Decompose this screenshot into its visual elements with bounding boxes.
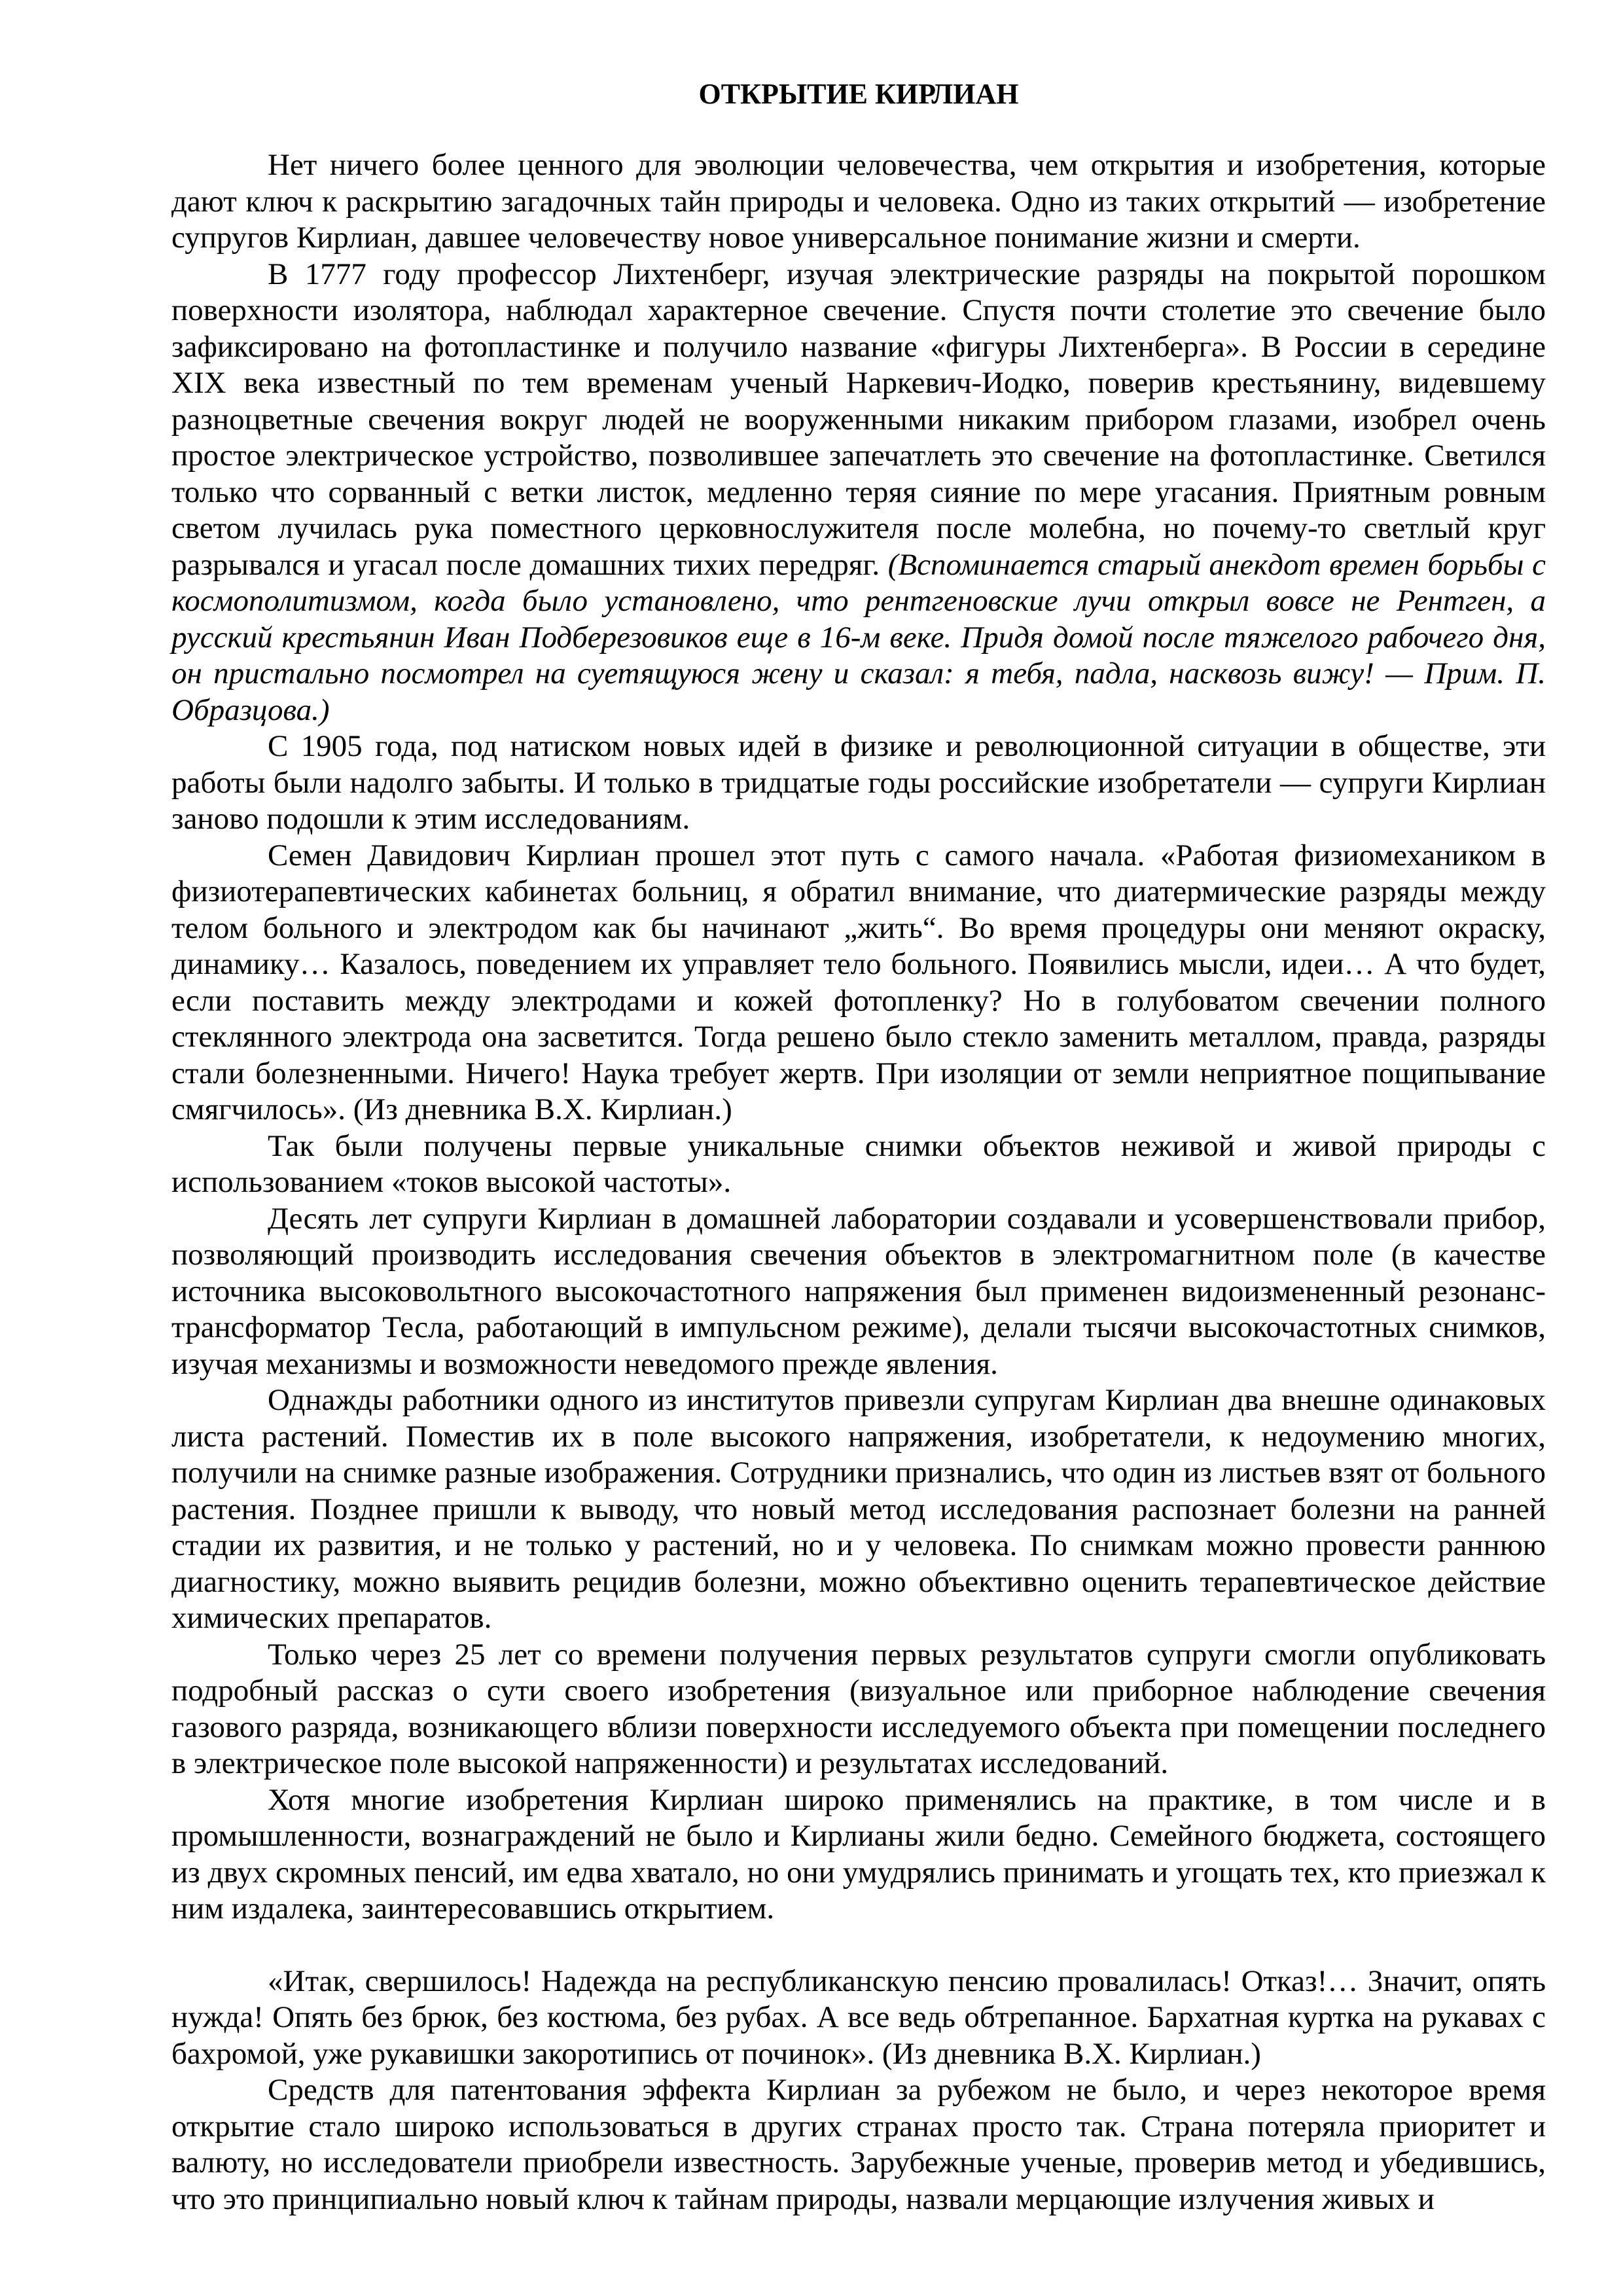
paragraph-text: Средств для патентования эффекта Кирлиан за рубежом не было, и через некоторое время открытие стало широко использоваться в других странах просто так. Страна потеряла приоритет и валюту, но исследователи приобрели известность. Зарубежные ученые, проверив метод и убедившись, что это принципиально новый ключ к тайнам природы, назвали мерцающие излучения живых и — [171, 2073, 1546, 2216]
paragraph-text: В 1777 году профессор Лихтенберг, изучая электрические разряды на покрытой порошком поверхности изолятора, наблюдал характерное свечение. Спустя почти столетие это свечение было зафиксировано на фотопластинке и получило название «фигуры Лихтенберга». В России в середине XIX века известный по тем временам ученый Наркевич-Иодко, поверив крестьянину, видевшему разноцветные свечения вокруг людей не вооруженными никаким прибором глазами, изобрел очень простое электрическое устройство, позволившее запечатлеть это свечение на фотопластинке. Светился только что сорванный с ветки листок, медленно теряя сияние по мере угасания. Приятным ровным светом лучилась рука поместного церковнослужителя после молебна, но почему-то светлый круг разрывался и угасал после домашних тихих передряг. — [171, 257, 1546, 582]
paragraph-text: Так были получены первые уникальные снимки объектов неживой и живой природы с использованием «токов высокой частоты». — [171, 1128, 1546, 1199]
paragraph-text: Только через 25 лет со времени получения первых результатов супруги смогли опубликовать подробный рассказ о сути своего изобретения (визуальное или приборное наблюдение свечения газового разряда, возникающего вблизи поверхности исследуемого объекта при помещении последнего в электрическое поле высокой напряженности) и результатах исследований. — [171, 1637, 1546, 1780]
paragraph-text: Хотя многие изобретения Кирлиан широко применялись на практике, в том числе и в промышленности, вознаграждений не было и Кирлианы жили бедно. Семейного бюджета, состоящего из двух скромных пенсий, им едва хватало, но они умудрялись принимать и угощать тех, кто приезжал к ним издалека, заинтересовавшись открытием. — [171, 1782, 1546, 1926]
paragraph-text: Семен Давидович Кирлиан прошел этот путь с самого начала. «Работая физиомехаником в физиотерапевтических кабинетах больниц, я обратил внимание, что диатермические разряды между телом больного и электродом как бы начинают „жить“. Во время процедуры они меняют окраску, динамику… Казалось, поведением их управляет тело больного. Появились мысли, идеи… А что будет, если поставить между электродами и кожей фотопленку? Но в голубоватом свечении полного стеклянного электрода она засветится. Тогда решено было стекло заменить металлом, правда, разряды стали болезненными. Ничего! Наука требует жертв. При изоляции от земли неприятное пощипывание смягчилось». (Из дневника В.Х. Кирлиан.) — [171, 838, 1546, 1126]
paragraph-gap — [171, 1928, 1546, 1964]
paragraph-10 — [171, 1964, 1546, 2073]
document-body — [171, 147, 1546, 2217]
paragraph-6 — [171, 1201, 1546, 1383]
paragraph-2 — [171, 257, 1546, 729]
document-title: ОТКРЫТИЕ КИРЛИАН — [698, 78, 1019, 110]
paragraph-3 — [171, 728, 1546, 838]
paragraph-11 — [171, 2072, 1546, 2217]
paragraph-text: Десять лет супруги Кирлиан в домашней лаборатории создавали и усовершенствовали прибор, позволяющий производить исследования свечения объектов в электромагнитном поле (в качестве источника высоковольтного высокочастотного напряжения был применен видоизмененный резонанс-трансформатор Тесла, работающий в импульсном режиме), делали тысячи высокочастотных снимков, изучая механизмы и возможности неведомого прежде явления. — [171, 1201, 1546, 1381]
paragraph-text: «Итак, свершилось! Надежда на республиканскую пенсию провалилась! Отказ!… Значит, опять нужда! Опять без брюк, без костюма, без рубах. А все ведь обтрепанное. Бархатная куртка на рукавах с бахромой, уже рукавишки закоротипись от починок». (Из дневника В.Х. Кирлиан.) — [171, 1964, 1546, 2071]
paragraph-1 — [171, 147, 1546, 257]
paragraph-9 — [171, 1782, 1546, 1928]
paragraph-5 — [171, 1128, 1546, 1201]
editor-note: (Вспоминается старый анекдот времен борьбы с космополитизмом, когда было установлено, что рентгеновские лучи открыл вовсе не Рентген, а русский крестьянин Иван Подберезовиков еще в 16-м веке. Придя домой после тяжелого рабочего дня, он пристально посмотрел на суетящуюся жену и сказал: я тебя, падла, насквозь вижу! — Прим. П. Образцова.) — [171, 547, 1546, 727]
paragraph-4 — [171, 838, 1546, 1128]
paragraph-7 — [171, 1382, 1546, 1637]
paragraph-text: Нет ничего более ценного для эволюции человечества, чем открытия и изобретения, которые дают ключ к раскрытию загадочных тайн природы и человека. Одно из таких открытий — изобретение супругов Кирлиан, давшее человечеству новое универсальное понимание жизни и смерти. — [171, 148, 1546, 255]
paragraph-text: Однажды работники одного из институтов привезли супругам Кирлиан два внешне одинаковых листа растений. Поместив их в поле высокого напряжения, изобретатели, к недоумению многих, получили на снимке разные изображения. Сотрудники признались, что один из листьев взят от больного растения. Позднее пришли к выводу, что новый метод исследования распознает болезни на ранней стадии их развития, и не только у растений, но и у человека. По снимкам можно провести раннюю диагностику, можно выявить рецидив болезни, можно объективно оценить терапевтическое действие химических препаратов. — [171, 1383, 1546, 1635]
paragraph-8 — [171, 1637, 1546, 1782]
paragraph-text: С 1905 года, под натиском новых идей в физике и революционной ситуации в обществе, эти работы были надолго забыты. И только в тридцатые годы российские изобретатели — супруги Кирлиан заново подошли к этим исследованиям. — [171, 729, 1546, 836]
